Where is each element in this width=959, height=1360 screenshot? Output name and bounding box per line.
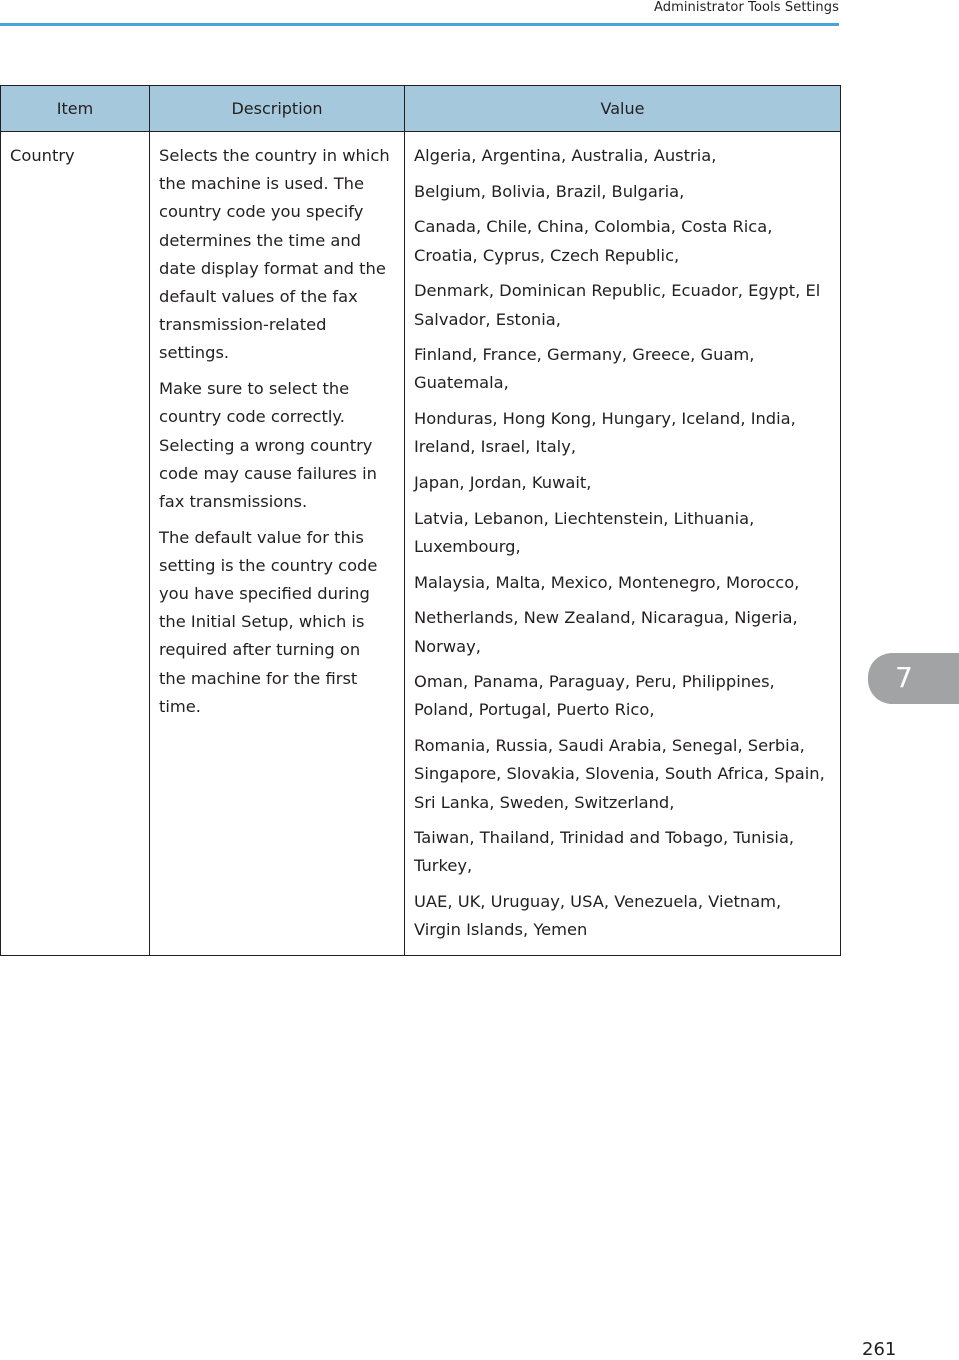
column-header-description: Description bbox=[150, 86, 405, 132]
description-paragraph: Make sure to select the country code correctly. Selecting a wrong country code may cause failures in fax transmissions. bbox=[159, 379, 377, 511]
table-header-row bbox=[1, 86, 841, 132]
country-list-line: Finland, France, Germany, Greece, Guam, Guatemala, bbox=[414, 345, 755, 393]
country-list-line: Canada, Chile, China, Colombia, Costa Rica, Croatia, Cyprus, Czech Republic, bbox=[414, 217, 773, 265]
page-number: 261 bbox=[862, 1339, 897, 1360]
country-list-line: Netherlands, New Zealand, Nicaragua, Nigeria, Norway, bbox=[414, 608, 798, 656]
country-list-line: Latvia, Lebanon, Liechtenstein, Lithuania, Luxembourg, bbox=[414, 508, 755, 556]
column-header-value: Value bbox=[405, 86, 841, 132]
country-list-line: Algeria, Argentina, Australia, Austria, bbox=[414, 146, 717, 165]
table-row bbox=[1, 132, 841, 956]
country-list-line: Denmark, Dominican Republic, Ecuador, Egypt, El Salvador, Estonia, bbox=[414, 281, 821, 329]
description-paragraph: Selects the country in which the machine is used. The country code you specify determines the time and date display format and the default values of the fax transmission-related settings. bbox=[159, 146, 390, 363]
description-paragraph: The default value for this setting is the country code you have specified during the Initial Setup, which is required after turning on the machine for the first time. bbox=[159, 527, 378, 716]
country-list-line: Romania, Russia, Saudi Arabia, Senegal, Serbia, Singapore, Slovakia, Slovenia, South Africa, Spain, Sri Lanka, Sweden, Switzerland, bbox=[414, 736, 825, 812]
column-header-item: Item bbox=[1, 86, 150, 132]
settings-table bbox=[0, 85, 841, 956]
chapter-number: 7 bbox=[895, 661, 913, 694]
country-list-line: Belgium, Bolivia, Brazil, Bulgaria, bbox=[414, 181, 685, 201]
country-list-line: Taiwan, Thailand, Trinidad and Tobago, Tunisia, Turkey, bbox=[414, 828, 795, 876]
country-list-line: UAE, UK, Uruguay, USA, Venezuela, Vietnam, Virgin Islands, Yemen bbox=[414, 892, 782, 940]
chapter-tab bbox=[868, 653, 959, 704]
country-list-line: Oman, Panama, Paraguay, Peru, Philippines, Poland, Portugal, Puerto Rico, bbox=[414, 672, 775, 720]
header-rule bbox=[0, 23, 839, 26]
country-list-line: Malaysia, Malta, Mexico, Montenegro, Morocco, bbox=[414, 572, 800, 592]
country-list-line: Japan, Jordan, Kuwait, bbox=[414, 473, 592, 493]
country-list-line: Honduras, Hong Kong, Hungary, Iceland, India, Ireland, Israel, Italy, bbox=[414, 409, 796, 457]
description-cell bbox=[150, 132, 405, 956]
running-header-title: Administrator Tools Settings bbox=[653, 0, 839, 15]
item-cell bbox=[1, 132, 150, 956]
item-name: Country bbox=[10, 146, 75, 165]
value-cell bbox=[405, 132, 841, 956]
